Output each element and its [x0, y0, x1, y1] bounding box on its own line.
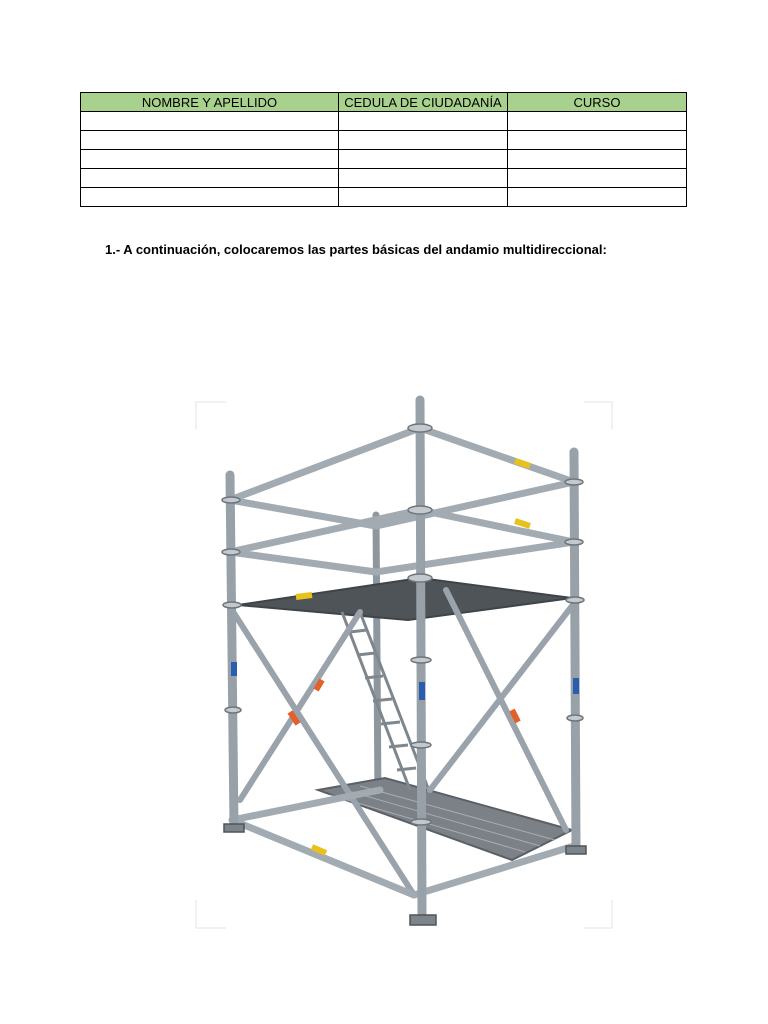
table-row [81, 188, 687, 207]
cell-nombre[interactable] [81, 131, 339, 150]
table-row [81, 169, 687, 188]
header-nombre: NOMBRE Y APELLIDO [81, 93, 339, 112]
cell-curso[interactable] [508, 169, 687, 188]
cell-curso[interactable] [508, 112, 687, 131]
top-platform [238, 578, 572, 620]
cell-cedula[interactable] [339, 169, 508, 188]
ladder [342, 612, 428, 790]
header-curso: CURSO [508, 93, 687, 112]
cell-nombre[interactable] [81, 188, 339, 207]
cell-nombre[interactable] [81, 150, 339, 169]
cell-curso[interactable] [508, 150, 687, 169]
cell-cedula[interactable] [339, 150, 508, 169]
scaffold-illustration [190, 345, 640, 970]
cell-curso[interactable] [508, 188, 687, 207]
table-header-row [81, 93, 687, 112]
student-info-table [80, 92, 687, 207]
cell-nombre[interactable] [81, 112, 339, 131]
table-row [81, 131, 687, 150]
cell-nombre[interactable] [81, 169, 339, 188]
table-row [81, 112, 687, 131]
cell-cedula[interactable] [339, 131, 508, 150]
cell-curso[interactable] [508, 131, 687, 150]
header-cedula: CEDULA DE CIUDADANÍA [339, 93, 508, 112]
corner-marks [196, 402, 612, 928]
cell-cedula[interactable] [339, 188, 508, 207]
table-row [81, 150, 687, 169]
question-text: 1.- A continuación, colocaremos las partes básicas del andamio multidireccional: [105, 242, 607, 257]
cell-cedula[interactable] [339, 112, 508, 131]
